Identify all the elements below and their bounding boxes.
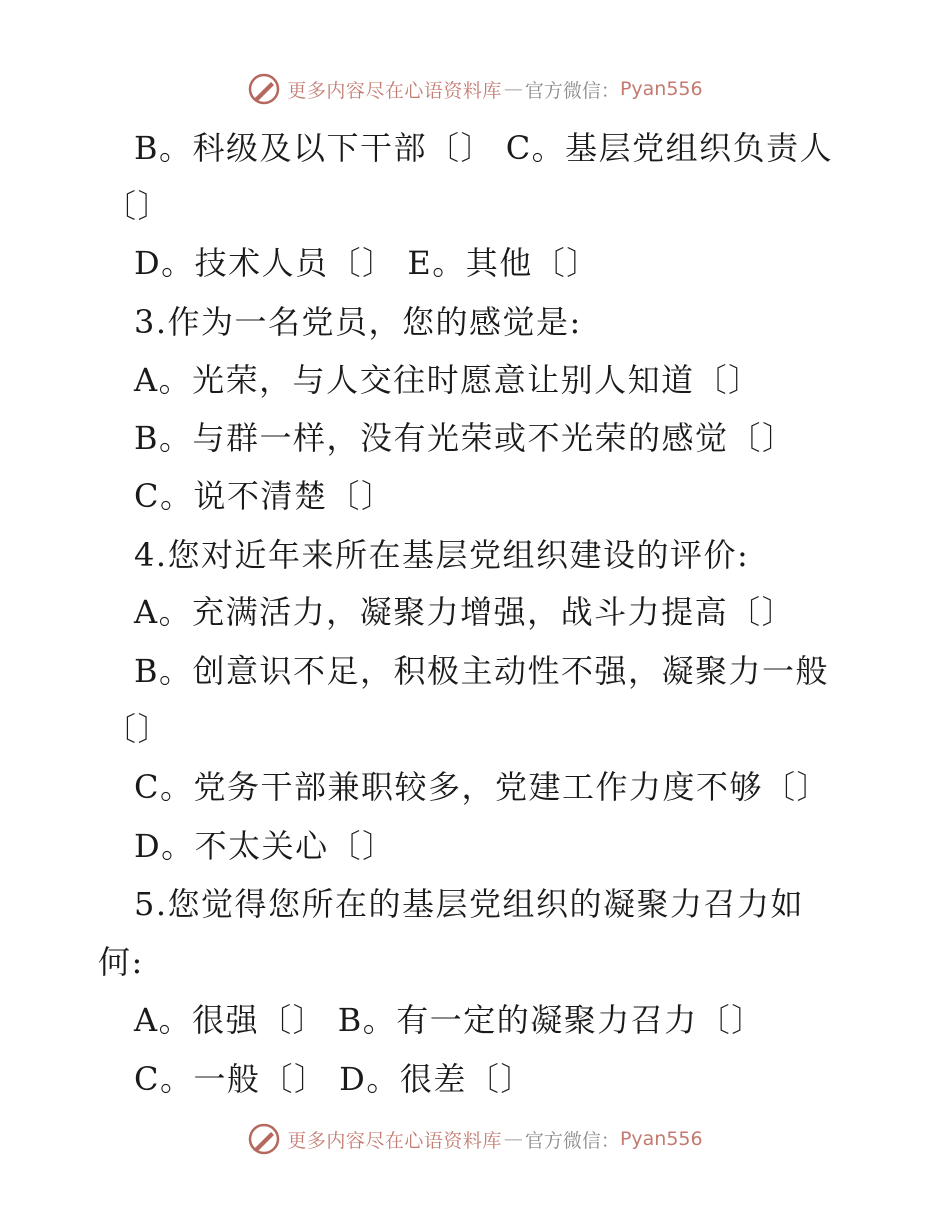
watermark-text: 更多内容尽在心语资料库 bbox=[287, 79, 502, 102]
text-line: B。创意识不足，积极主动性不强，凝聚力一般 bbox=[134, 652, 830, 690]
header-watermark bbox=[0, 72, 950, 106]
text-line: D。技术人员〔〕 E。其他〔〕 bbox=[134, 244, 600, 282]
text-line: C。一般〔〕 D。很差〔〕 bbox=[134, 1060, 534, 1098]
watermark-id: Pyan556 bbox=[619, 1128, 703, 1150]
pen-logo-icon bbox=[247, 1122, 281, 1156]
text-line: C。党务干部兼职较多，党建工作力度不够〔〕 bbox=[134, 768, 830, 806]
text-line: C。说不清楚〔〕 bbox=[134, 477, 395, 515]
watermark-dash: — bbox=[503, 78, 523, 100]
text-line: B。科级及以下干部〔〕 C。基层党组织负责人 bbox=[134, 129, 834, 167]
text-line: 〔〕 bbox=[104, 187, 172, 225]
text-line: A。充满活力，凝聚力增强，战斗力提高〔〕 bbox=[134, 593, 796, 631]
footer-watermark bbox=[0, 1122, 950, 1156]
text-line: D。不太关心〔〕 bbox=[134, 827, 396, 865]
text-line: A。光荣，与人交往时愿意让别人知道〔〕 bbox=[134, 361, 762, 399]
text-line: B。与群一样，没有光荣或不光荣的感觉〔〕 bbox=[134, 419, 796, 457]
watermark-sub: 官方微信： bbox=[524, 1129, 620, 1152]
watermark-dash: — bbox=[503, 1128, 523, 1150]
watermark-id: Pyan556 bbox=[619, 78, 703, 100]
watermark-sub: 官方微信： bbox=[524, 79, 620, 102]
text-line: 〔〕 bbox=[104, 710, 172, 748]
text-line: 4.您对近年来所在基层党组织建设的评价: bbox=[134, 536, 750, 574]
text-line: 3.作为一名党员，您的感觉是: bbox=[134, 303, 582, 341]
text-line: A。很强〔〕 B。有一定的凝聚力召力〔〕 bbox=[134, 1001, 765, 1039]
pen-logo-icon bbox=[247, 72, 281, 106]
text-line: 5.您觉得您所在的基层党组织的凝聚力召力如 bbox=[134, 885, 805, 923]
watermark-text: 更多内容尽在心语资料库 bbox=[287, 1129, 502, 1152]
text-line: 何: bbox=[98, 943, 144, 981]
